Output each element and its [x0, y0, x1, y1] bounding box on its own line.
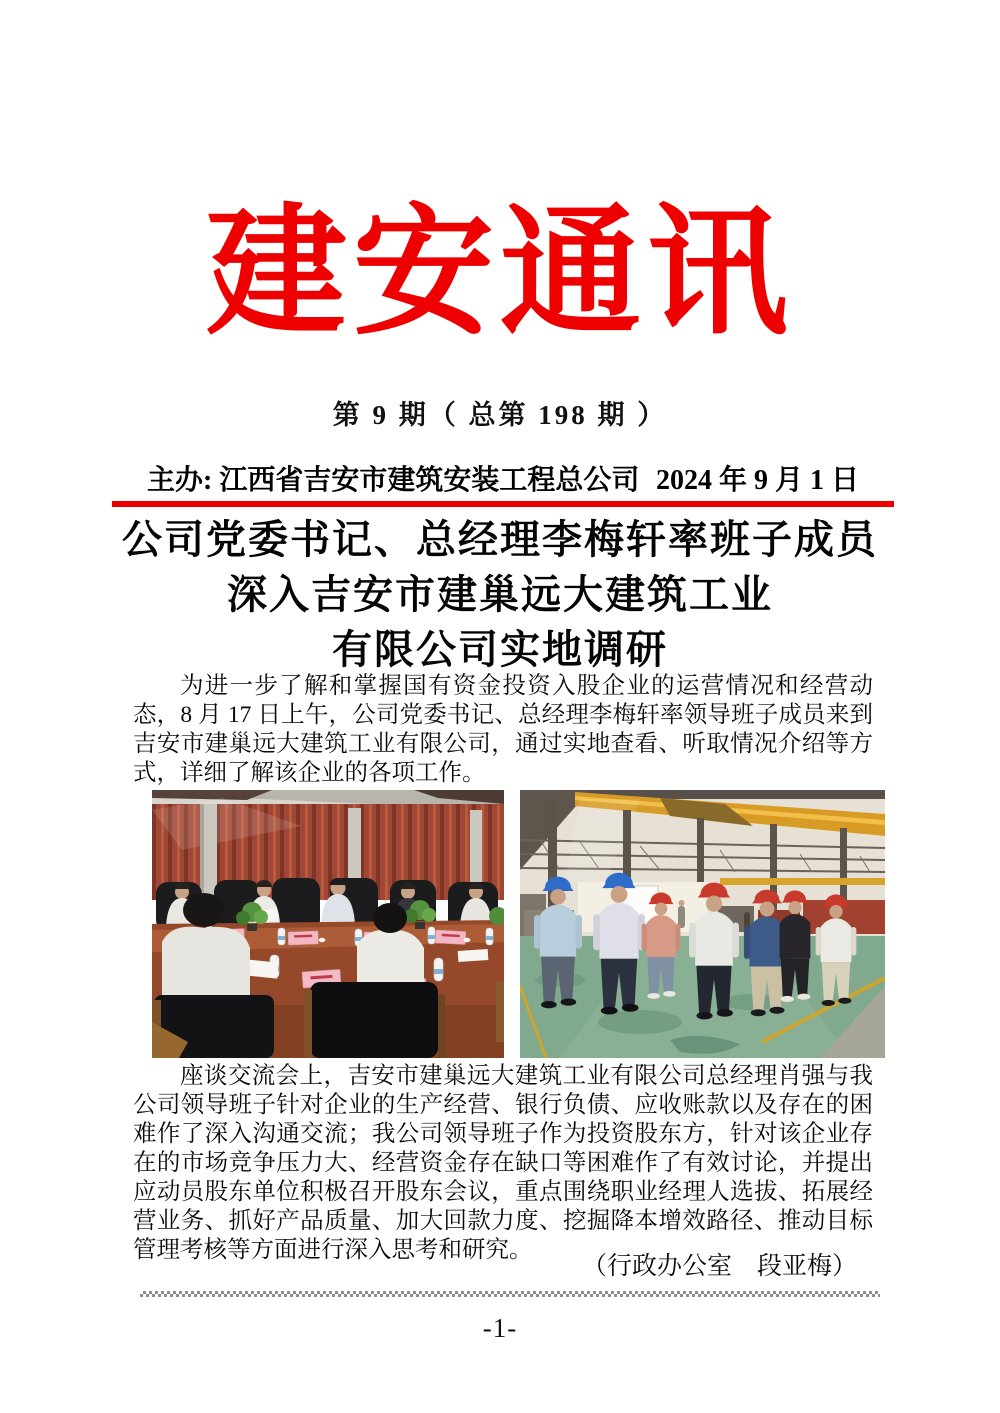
article-title-line-2: 深入吉安市建巢远大建筑工业: [227, 572, 773, 617]
publish-date: 2024 年 9 月 1 日: [655, 465, 859, 496]
publisher-line: [133, 458, 873, 498]
issue-line: 第 9 期（ 总第 198 期 ）: [332, 400, 668, 430]
page-number: -1-: [482, 1313, 518, 1343]
article-title: [0, 512, 1000, 677]
article-paragraph-1: 为进一步了解和掌握国有资金投资入股企业的运营情况和经营动态，8 月 17 日上午，公司党委书记、总经理李梅轩率领导班子成员来到吉安市建巢远大建筑工业有限公司，通过实地查看、听取情况介绍等方式，详细了解该企业的各项工作。: [133, 673, 873, 786]
photo-meeting-room: [152, 790, 504, 1058]
footer-divider: [140, 1291, 880, 1297]
organizer-text: 主办: 江西省吉安市建筑安装工程总公司: [147, 465, 640, 496]
red-divider: [112, 501, 894, 507]
article-byline: （行政办公室 段亚梅）: [581, 1253, 857, 1280]
photo-factory-tour: [520, 790, 885, 1058]
article-title-line-1: 公司党委书记、总经理李梅轩率班子成员: [122, 517, 878, 562]
masthead-title: 建安通讯: [205, 196, 794, 352]
article-paragraph-2: 座谈交流会上，吉安市建巢远大建筑工业有限公司总经理肖强与我公司领导班子针对企业的生产经营、银行负债、应收账款以及存在的困难作了深入沟通交流；我公司领导班子作为投资股东方，针对该企业存在的市场竞争压力大、经营资金存在缺口等困难作了有效讨论，并提出应动员股东单位积极召开股东会议，重点围绕职业经理人选拔、拓展经营业务、抓好产品质量、加大回款力度、挖掘降本增效路径、推动目标管理考核等方面进行深入思考和研究。: [133, 1063, 873, 1263]
curtains: [152, 798, 504, 900]
photo-row: [152, 790, 885, 1058]
article-title-line-3: 有限公司实地调研: [332, 627, 668, 672]
